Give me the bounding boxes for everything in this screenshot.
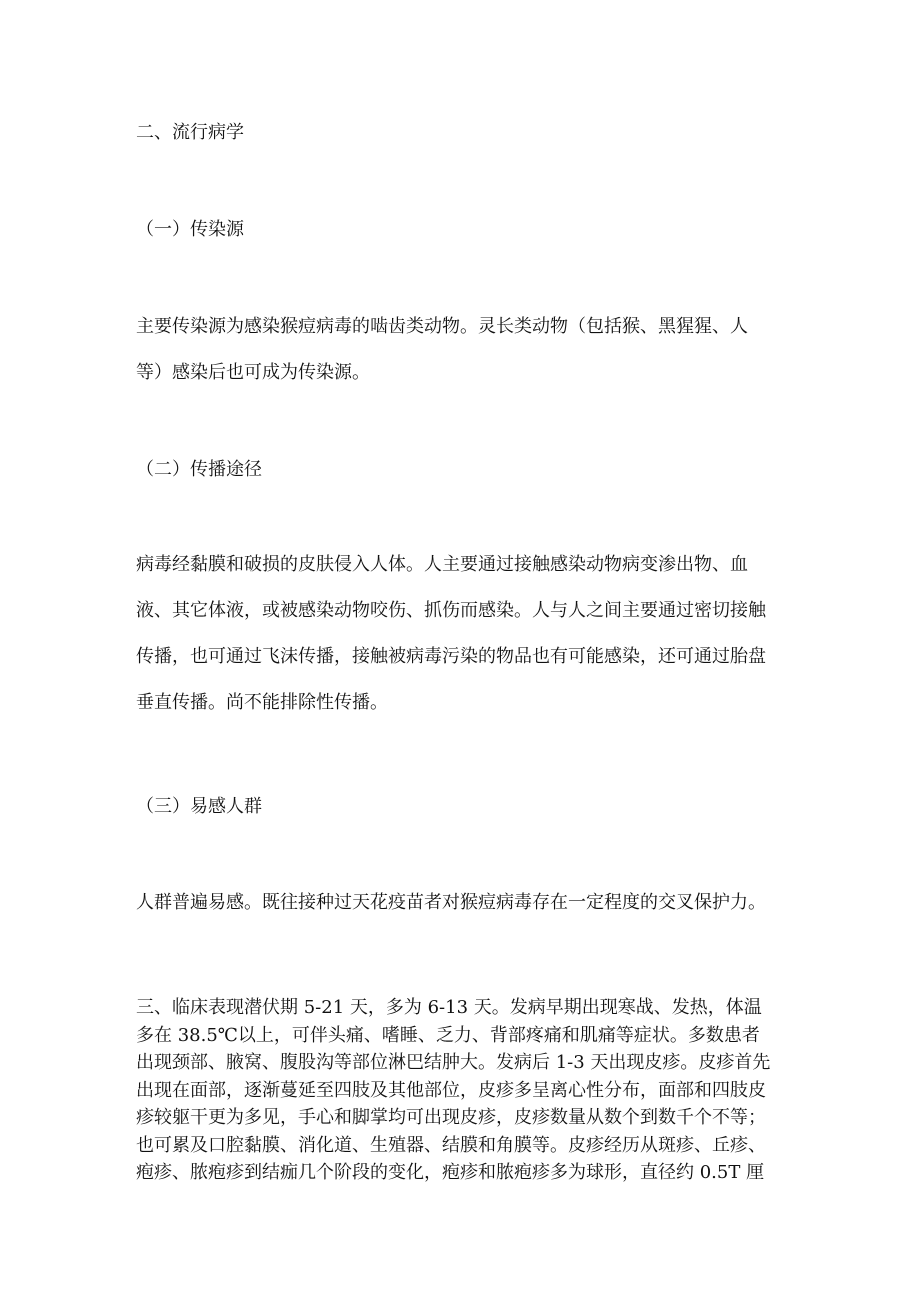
transmission-route-paragraph (136, 542, 786, 726)
section-2-title: 二、流行病学 (136, 122, 244, 143)
subsection-susceptible-population-heading: （三）易感人群 (136, 796, 262, 817)
infection-source-paragraph (136, 304, 786, 396)
paragraph-line: 出现在面部，逐渐蔓延至四肢及其他部位，皮疹多呈离心性分布，面部和四肢皮 (136, 1079, 766, 1101)
paragraph-line: 出现颈部、腋窝、腹股沟等部位淋巴结肿大。发病后 1-3 天出现皮疹。皮疹首先 (136, 1052, 771, 1073)
paragraph-line: 人群普遍易感。既往接种过天花疫苗者对猴痘病毒存在一定程度的交叉保护力。 (136, 892, 766, 913)
paragraph-line: 传播，也可通过飞沫传播，接触被病毒污染的物品也有可能感染，还可通过胎盘 (136, 646, 766, 667)
subsection-infection-source-heading: （一）传染源 (136, 219, 244, 240)
paragraph-line: 疹较躯干更为多见，手心和脚掌均可出现皮疹，皮疹数量从数个到数千个不等； (136, 1107, 766, 1128)
paragraph-line: 病毒经黏膜和破损的皮肤侵入人体。人主要通过接触感染动物病变渗出物、血 (136, 554, 748, 575)
paragraph-line: 多在 38.5℃以上，可伴头痛、嗜睡、乏力、背部疼痛和肌痛等症状。多数患者 (136, 1024, 760, 1046)
subsection-transmission-route-heading: （二）传播途径 (136, 459, 262, 480)
paragraph-line: 疱疹、脓疱疹到结痂几个阶段的变化，疱疹和脓疱疹多为球形，直径约 0.5T 厘 (136, 1162, 765, 1183)
paragraph-line: 主要传染源为感染猴痘病毒的啮齿类动物。灵长类动物（包括猴、黑猩猩、人 (136, 316, 748, 337)
paragraph-line: 也可累及口腔黏膜、消化道、生殖器、结膜和角膜等。皮疹经历从斑疹、丘疹、 (136, 1134, 766, 1156)
paragraph-line: 液、其它体液，或被感染动物咬伤、抓伤而感染。人与人之间主要通过密切接触 (136, 600, 766, 621)
paragraph-line: 垂直传播。尚不能排除性传播。 (136, 692, 388, 713)
susceptible-population-paragraph (136, 880, 786, 926)
clinical-manifestations-paragraph (136, 994, 786, 1187)
paragraph-line: 等）感染后也可成为传染源。 (136, 362, 370, 383)
paragraph-line: 三、临床表现潜伏期 5-21 天，多为 6-13 天。发病早期出现寒战、发热，体温 (136, 997, 762, 1018)
